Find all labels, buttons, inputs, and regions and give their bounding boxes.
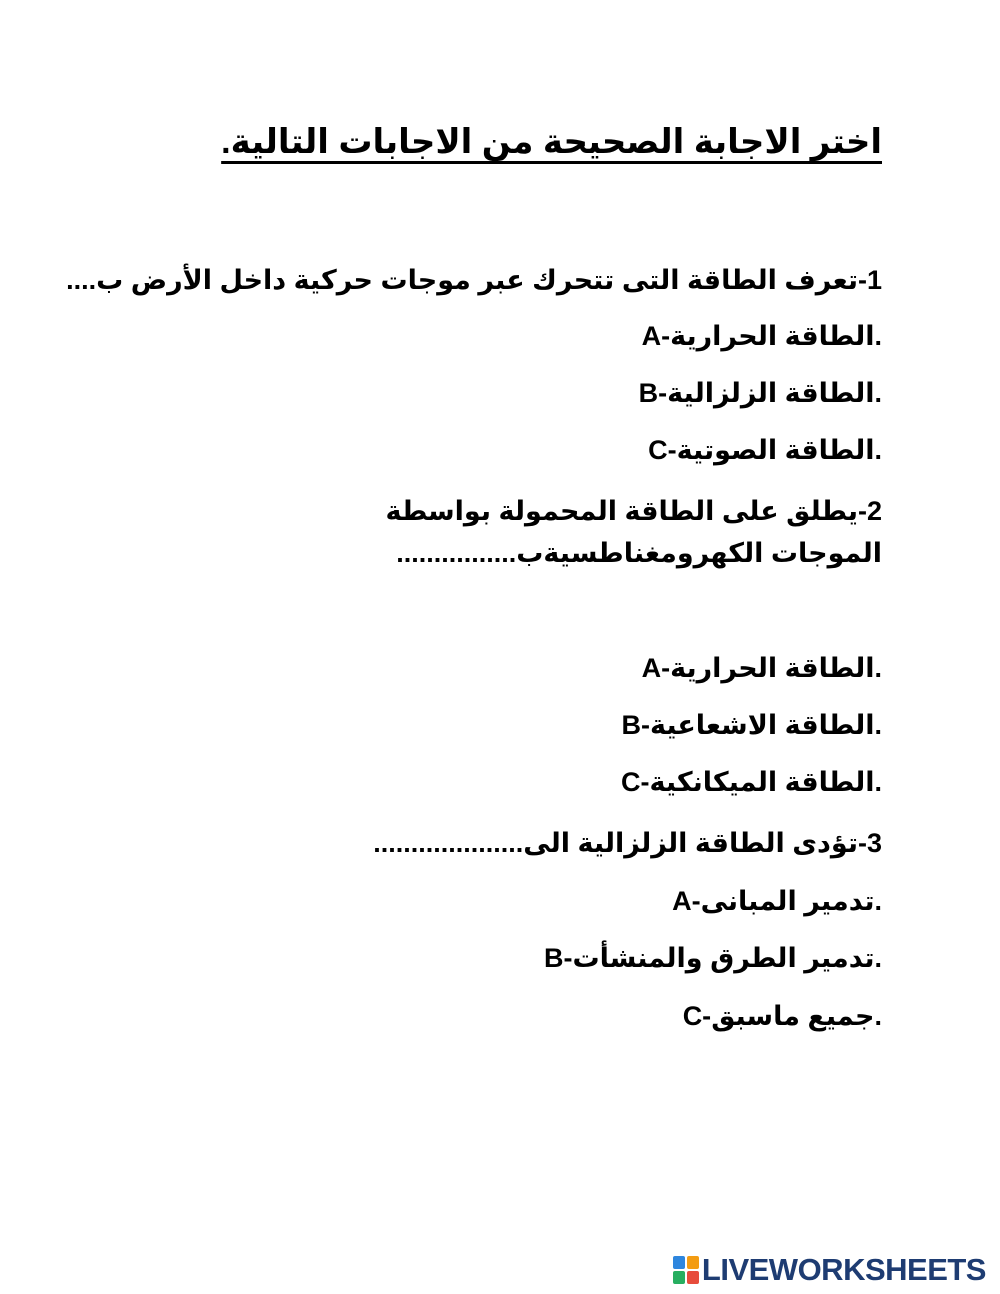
page-title: اختر الاجابة الصحيحة من الاجابات التالية.: [221, 123, 882, 161]
question-1-option-b[interactable]: B-الطاقة الزلزالية.: [638, 378, 882, 408]
question-3-option-a[interactable]: A-تدمير المبانى.: [672, 886, 882, 916]
liveworksheets-logo-text: LIVEWORKSHEETS: [701, 1252, 986, 1287]
question-1-option-c[interactable]: C-الطاقة الصوتية.: [648, 435, 882, 465]
question-2-option-b[interactable]: B-الطاقة الاشعاعية.: [621, 710, 882, 740]
question-2-option-a[interactable]: A-الطاقة الحرارية.: [641, 653, 882, 683]
question-1-option-a[interactable]: A-الطاقة الحرارية.: [641, 321, 882, 351]
question-2-option-c[interactable]: C-الطاقة الميكانكية.: [621, 767, 882, 797]
question-3-text: 3-تؤدى الطاقة الزلزالية الى....................: [373, 828, 882, 858]
liveworksheets-logo[interactable]: [673, 1252, 986, 1287]
liveworksheets-logo-icon: [673, 1256, 699, 1284]
question-1-text: 1-تعرف الطاقة التى تتحرك عبر موجات حركية داخل الأرض ب....: [66, 265, 882, 295]
question-2-text: 2-يطلق على الطاقة المحمولة بواسطة الموجات الكهرومغناطسيةب................: [385, 496, 882, 568]
question-3-option-c[interactable]: C-جميع ماسبق.: [682, 1001, 882, 1031]
question-3-option-b[interactable]: B-تدمير الطرق والمنشأت.: [544, 943, 882, 973]
